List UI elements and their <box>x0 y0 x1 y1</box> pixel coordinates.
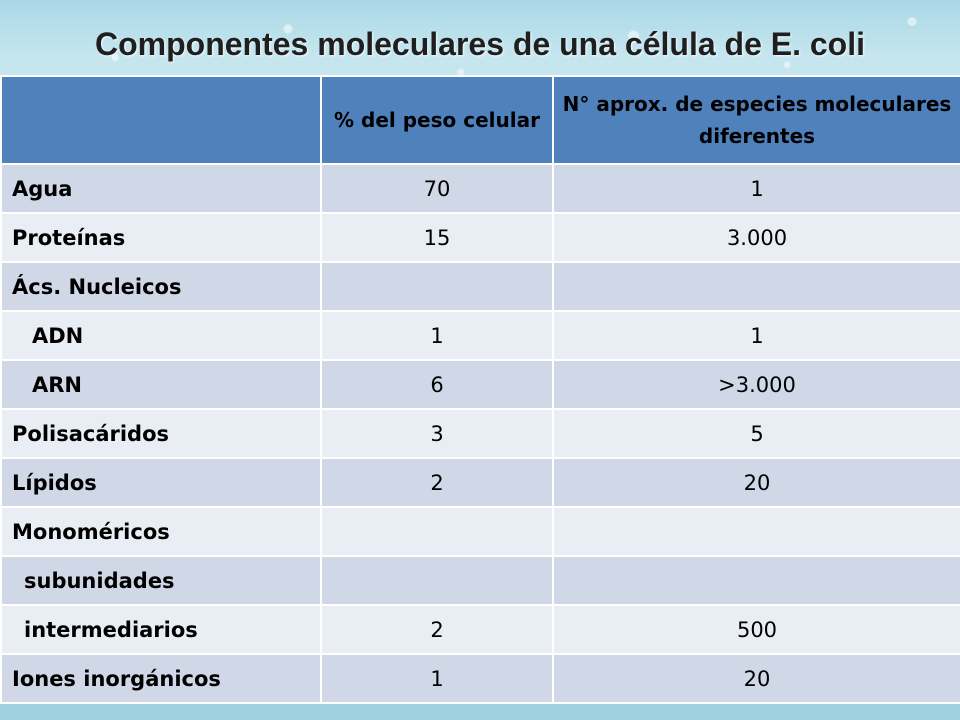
slide-title: Componentes moleculares de una célula de E. coli <box>95 26 865 62</box>
table-row <box>1 409 960 458</box>
row-percent: 15 <box>321 213 553 262</box>
row-label: ADN <box>1 311 321 360</box>
row-species <box>553 556 960 605</box>
row-species: 3.000 <box>553 213 960 262</box>
row-species: 1 <box>553 164 960 213</box>
row-label: Agua <box>1 164 321 213</box>
row-species: 20 <box>553 458 960 507</box>
row-percent: 70 <box>321 164 553 213</box>
row-percent <box>321 262 553 311</box>
table-header-row <box>1 76 960 164</box>
row-percent: 2 <box>321 605 553 654</box>
table-row <box>1 164 960 213</box>
row-percent <box>321 507 553 556</box>
row-percent <box>321 556 553 605</box>
table-row <box>1 605 960 654</box>
row-percent: 1 <box>321 654 553 703</box>
table-row <box>1 213 960 262</box>
row-label: Ács. Nucleicos <box>1 262 321 311</box>
row-label: Polisacáridos <box>1 409 321 458</box>
table-row <box>1 262 960 311</box>
row-species: 20 <box>553 654 960 703</box>
row-label: Proteínas <box>1 213 321 262</box>
header-cell-component <box>1 76 321 164</box>
row-species <box>553 507 960 556</box>
row-species: 500 <box>553 605 960 654</box>
row-percent: 1 <box>321 311 553 360</box>
row-percent: 3 <box>321 409 553 458</box>
table-row <box>1 556 960 605</box>
row-species: >3.000 <box>553 360 960 409</box>
row-percent: 6 <box>321 360 553 409</box>
row-species: 1 <box>553 311 960 360</box>
table-row <box>1 360 960 409</box>
row-label: subunidades <box>1 556 321 605</box>
row-species: 5 <box>553 409 960 458</box>
table-row <box>1 311 960 360</box>
row-label: ARN <box>1 360 321 409</box>
header-cell-percent: % del peso celular <box>321 76 553 164</box>
row-label: Iones inorgánicos <box>1 654 321 703</box>
row-percent: 2 <box>321 458 553 507</box>
components-table <box>0 75 960 704</box>
table-row <box>1 654 960 703</box>
row-species <box>553 262 960 311</box>
table-row <box>1 458 960 507</box>
row-label: Monoméricos <box>1 507 321 556</box>
row-label: intermediarios <box>1 605 321 654</box>
table-row <box>1 507 960 556</box>
row-label: Lípidos <box>1 458 321 507</box>
header-cell-species: N° aprox. de especies moleculares diferentes <box>553 76 960 164</box>
